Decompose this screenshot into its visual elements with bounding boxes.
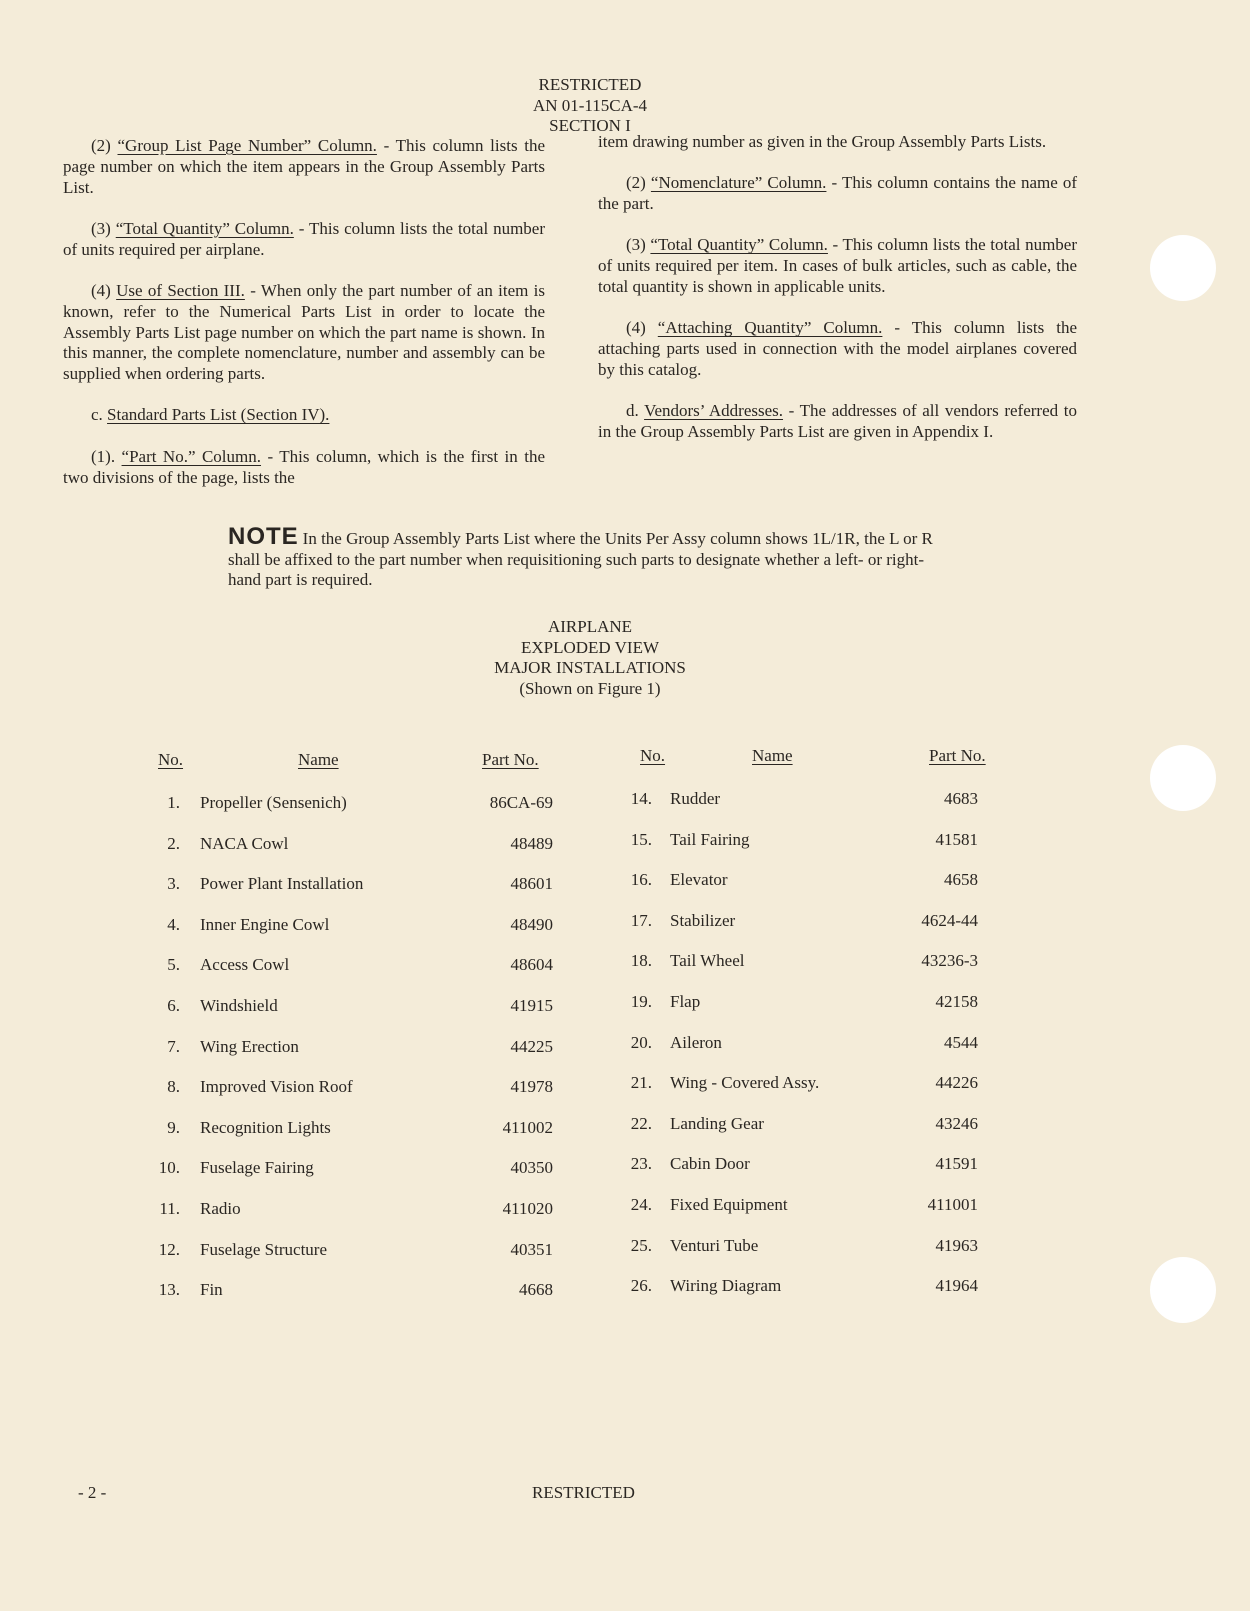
note-block bbox=[228, 523, 948, 591]
punch-hole bbox=[1150, 1257, 1216, 1323]
cell-name: Wiring Diagram bbox=[670, 1276, 782, 1296]
paragraph-heading: Vendors’ Addresses. bbox=[644, 401, 784, 421]
header-no: No. bbox=[158, 750, 184, 769]
cell-name: Rudder bbox=[670, 789, 721, 808]
paragraph-body: item drawing number as given in the Group Assembly Parts Lists. bbox=[598, 132, 1047, 151]
paragraph-num: (3) bbox=[91, 218, 116, 238]
right-text-column bbox=[598, 132, 1077, 463]
paragraph-heading: Standard Parts List (Section IV). bbox=[107, 405, 330, 425]
cell-part: 48490 bbox=[510, 914, 553, 934]
cell-no: 6. bbox=[167, 996, 180, 1015]
header-no: No. bbox=[640, 746, 666, 765]
header-part-no: Part No. bbox=[929, 746, 986, 765]
paragraph bbox=[598, 132, 1077, 153]
cell-name: Windshield bbox=[200, 996, 278, 1015]
punch-hole bbox=[1150, 745, 1216, 811]
cell-no: 24. bbox=[630, 1195, 652, 1214]
cell-name: Venturi Tube bbox=[670, 1235, 759, 1255]
paragraph bbox=[598, 235, 1077, 297]
cell-name: Elevator bbox=[670, 870, 728, 890]
cell-name: Fin bbox=[200, 1280, 223, 1300]
paragraph bbox=[598, 318, 1077, 380]
cell-part: 44226 bbox=[935, 1073, 978, 1093]
cell-no: 10. bbox=[158, 1158, 180, 1178]
paragraph-heading: Use of Section III. bbox=[116, 280, 245, 300]
cell-name: Aileron bbox=[670, 1032, 722, 1052]
cell-no: 26. bbox=[630, 1276, 652, 1296]
paragraph bbox=[63, 405, 545, 426]
title-subline: (Shown on Figure 1) bbox=[519, 678, 661, 698]
cell-part: 4668 bbox=[519, 1280, 553, 1300]
cell-name: Wing - Covered Assy. bbox=[670, 1073, 820, 1093]
document-number: AN 01-115CA-4 bbox=[532, 95, 648, 115]
paragraph-heading: “Attaching Quantity” Column. bbox=[657, 318, 883, 338]
cell-part: 40350 bbox=[510, 1158, 553, 1178]
cell-name: Radio bbox=[200, 1199, 241, 1218]
paragraph-num: (3) bbox=[626, 235, 651, 255]
paragraph bbox=[63, 447, 545, 489]
paragraph-body: - This column lists the total number of units required per airplane. bbox=[63, 218, 546, 259]
cell-part: 42158 bbox=[935, 992, 978, 1011]
cell-no: 5. bbox=[167, 955, 180, 975]
section-label: SECTION I bbox=[549, 116, 631, 135]
paragraph-heading: “Total Quantity” Column. bbox=[115, 218, 294, 238]
cell-no: 8. bbox=[167, 1077, 180, 1097]
paragraph-heading: “Part No.” Column. bbox=[121, 446, 262, 466]
cell-name: Access Cowl bbox=[200, 955, 290, 975]
paragraph-body: - This column lists the attaching parts used in connection with the model airplanes covered by this catalog. bbox=[598, 318, 1077, 379]
note-text: In the Group Assembly Parts List where the Units Per Assy column shows 1L/1R, the L or R shall be affixed to the part number when requisitioning such parts to designate whether a left- or right-hand part is required. bbox=[228, 529, 933, 589]
cell-part: 40351 bbox=[510, 1239, 553, 1259]
cell-name: Flap bbox=[670, 992, 701, 1011]
paragraph-heading: “Nomenclature” Column. bbox=[650, 173, 827, 193]
cell-part: 4658 bbox=[944, 870, 978, 890]
cell-part: 44225 bbox=[510, 1036, 553, 1056]
cell-name: Fixed Equipment bbox=[670, 1195, 788, 1214]
cell-part: 4624-44 bbox=[921, 910, 978, 930]
cell-part: 43246 bbox=[935, 1113, 978, 1133]
paragraph-num: (2) bbox=[91, 136, 118, 155]
cell-part: 41964 bbox=[935, 1276, 978, 1296]
cell-name: Stabilizer bbox=[670, 910, 736, 930]
paragraph-heading: “Total Quantity” Column. bbox=[650, 235, 828, 255]
cell-part: 43236-3 bbox=[921, 951, 978, 971]
paragraph-num: d. bbox=[626, 401, 645, 421]
cell-part: 411001 bbox=[927, 1195, 978, 1214]
header-name: Name bbox=[752, 746, 793, 765]
cell-part: 41581 bbox=[935, 829, 978, 849]
cell-no: 23. bbox=[630, 1154, 652, 1174]
cell-no: 18. bbox=[630, 951, 652, 971]
cell-no: 9. bbox=[167, 1117, 180, 1137]
cell-no: 16. bbox=[630, 870, 652, 890]
paragraph bbox=[598, 401, 1077, 443]
cell-name: Propeller (Sensenich) bbox=[200, 793, 347, 812]
left-text-column bbox=[63, 136, 545, 509]
cell-part: 41915 bbox=[510, 996, 553, 1015]
cell-part: 411020 bbox=[502, 1199, 553, 1218]
cell-no: 25. bbox=[630, 1235, 652, 1255]
classification-header: RESTRICTED bbox=[538, 75, 642, 94]
cell-no: 3. bbox=[167, 874, 180, 894]
paragraph-body: - This column, which is the first in the two divisions of the page, lists the bbox=[63, 446, 546, 487]
paragraph-body: - When only the part number of an item is known, refer to the Numerical Parts List in order to locate the Assembly Parts List page number on which the part name is shown. In this manner, the complete nomenclature, number and assembly can be supplied when ordering parts. bbox=[63, 280, 546, 384]
cell-part: 41978 bbox=[510, 1077, 553, 1097]
cell-no: 17. bbox=[630, 910, 652, 930]
cell-part: 86CA-69 bbox=[489, 793, 553, 812]
paragraph bbox=[63, 136, 545, 198]
paragraph-num: c. bbox=[91, 405, 108, 425]
cell-no: 15. bbox=[630, 829, 652, 849]
paragraph-num: (4) bbox=[91, 280, 117, 300]
paragraph bbox=[598, 173, 1077, 215]
cell-part: 411002 bbox=[502, 1117, 553, 1137]
page-number: - 2 - bbox=[78, 1483, 107, 1502]
cell-part: 4683 bbox=[944, 789, 978, 808]
cell-name: Cabin Door bbox=[670, 1154, 750, 1174]
paragraph-num: (4) bbox=[626, 318, 658, 338]
punch-hole bbox=[1150, 235, 1216, 301]
cell-no: 12. bbox=[158, 1239, 180, 1259]
title-line: MAJOR INSTALLATIONS bbox=[494, 658, 686, 677]
paragraph-num: (2) bbox=[626, 173, 651, 193]
paragraph bbox=[63, 219, 545, 261]
paragraph-body: - This column contains the name of the part. bbox=[598, 173, 1078, 214]
cell-no: 19. bbox=[630, 992, 652, 1011]
cell-part: 48604 bbox=[510, 955, 553, 975]
cell-part: 41591 bbox=[935, 1154, 978, 1174]
paragraph-body: - This column lists the page number on which the item appears in the Group Assembly Parts List. bbox=[63, 136, 546, 197]
cell-no: 7. bbox=[167, 1036, 180, 1056]
cell-part: 41963 bbox=[935, 1235, 978, 1255]
paragraph-num: (1). bbox=[91, 446, 122, 466]
cell-name: Power Plant Installation bbox=[200, 874, 364, 894]
cell-name: Tail Wheel bbox=[670, 951, 745, 971]
cell-no: 2. bbox=[167, 833, 180, 853]
cell-no: 21. bbox=[630, 1073, 652, 1093]
cell-name: Improved Vision Roof bbox=[200, 1077, 353, 1097]
cell-name: Fuselage Fairing bbox=[200, 1158, 314, 1178]
cell-no: 22. bbox=[630, 1113, 652, 1133]
cell-name: Fuselage Structure bbox=[200, 1239, 327, 1259]
table-title bbox=[0, 617, 1180, 699]
classification-footer: RESTRICTED bbox=[532, 1483, 635, 1502]
cell-no: 13. bbox=[158, 1280, 180, 1300]
cell-no: 4. bbox=[167, 914, 180, 934]
cell-name: Wing Erection bbox=[200, 1036, 299, 1056]
cell-name: Inner Engine Cowl bbox=[200, 914, 330, 934]
header-part-no: Part No. bbox=[482, 750, 539, 769]
title-line: EXPLODED VIEW bbox=[520, 637, 660, 657]
cell-name: Tail Fairing bbox=[670, 829, 750, 849]
cell-name: NACA Cowl bbox=[200, 833, 289, 853]
cell-no: 20. bbox=[630, 1032, 652, 1052]
cell-no: 14. bbox=[630, 789, 652, 808]
cell-no: 1. bbox=[167, 793, 180, 812]
paragraph-body: - The addresses of all vendors referred to in the Group Assembly Parts List are given in Appendix I. bbox=[598, 401, 1077, 441]
paragraph bbox=[63, 281, 545, 385]
cell-name: Recognition Lights bbox=[200, 1117, 331, 1137]
cell-part: 4544 bbox=[944, 1032, 978, 1052]
cell-part: 48489 bbox=[510, 833, 553, 853]
page-header bbox=[0, 75, 1180, 137]
note-label: NOTE bbox=[228, 523, 299, 550]
paragraph-heading: “Group List Page Number” Column. bbox=[117, 136, 377, 155]
header-name: Name bbox=[298, 750, 339, 769]
cell-name: Landing Gear bbox=[670, 1113, 764, 1133]
title-line: AIRPLANE bbox=[547, 617, 633, 636]
cell-no: 11. bbox=[159, 1199, 180, 1218]
cell-part: 48601 bbox=[510, 874, 553, 894]
paragraph-body: - This column lists the total number of units required per item. In cases of bulk articles, such as cable, the total quantity is shown in applicable units. bbox=[598, 235, 1077, 296]
